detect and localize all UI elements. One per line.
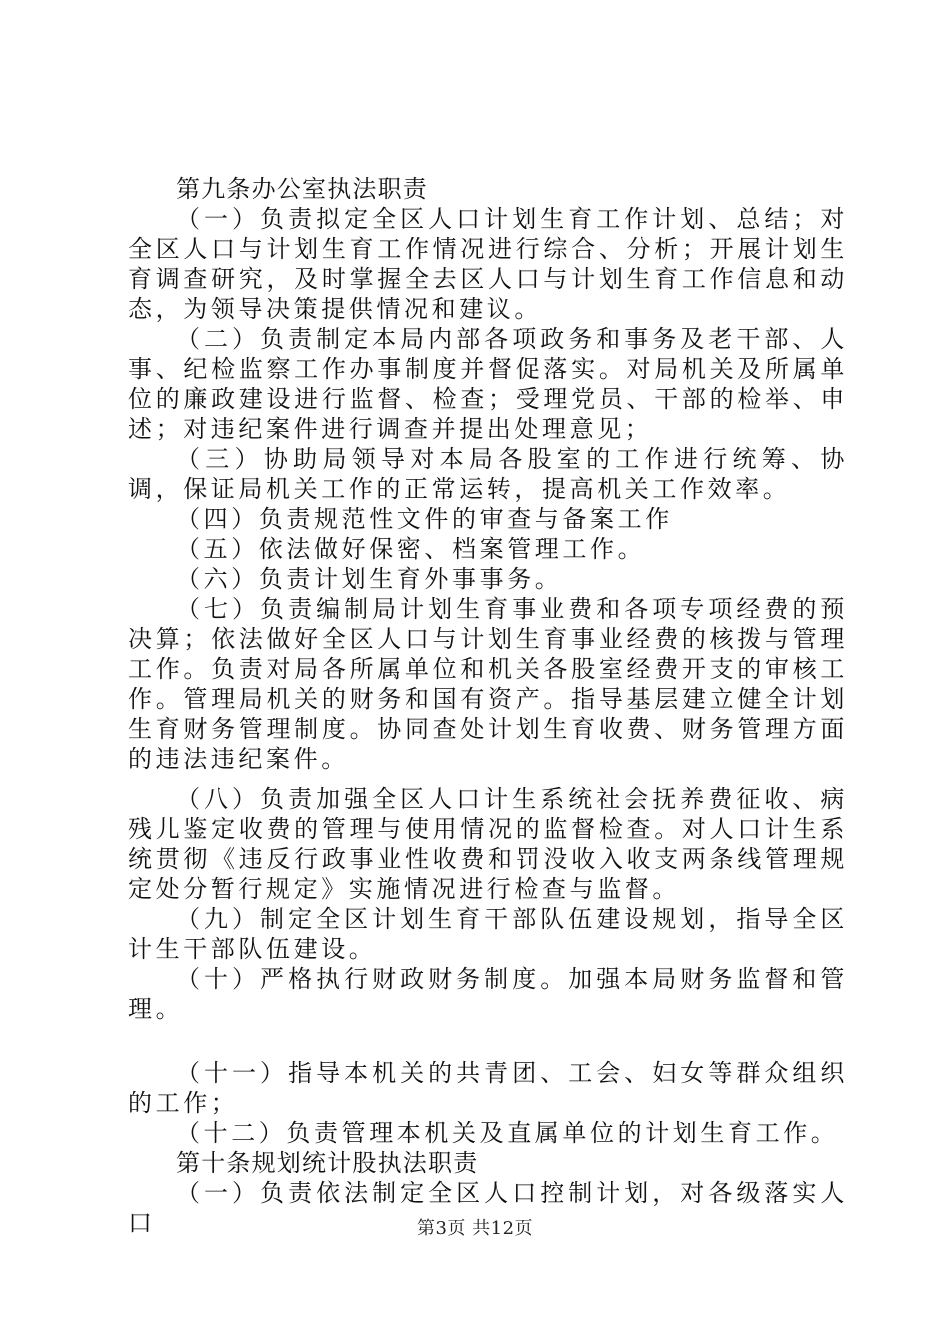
paragraph-item-9: （九）制定全区计划生育干部队伍建设规划，指导全区计生干部队伍建设。	[128, 905, 848, 963]
paragraph-item-5: （五）依法做好保密、档案管理工作。	[176, 535, 646, 563]
article-10-heading: 第十条规划统计股执法职责	[176, 1149, 479, 1177]
paragraph-item-7: （七）负责编制局计划生育事业费和各项专项经费的预决算；依法做好全区人口与计划生育事业经费的核拨与管理工作。负责对局各所属单位和机关各股室经费开支的审核工作。管理局机关的财务和国有资产。指导基层建立健全计划生育财务管理制度。协同查处计划生育收费、财务管理方面的违法违纪案件。	[128, 595, 848, 773]
paragraph-item-8: （八）负责加强全区人口计生系统社会抚养费征收、病残儿鉴定收费的管理与使用情况的监督检查。对人口计生系统贯彻《违反行政事业性收费和罚没收入收支两条线管理规定处分暂行规定》实施情况进行检查与监督。	[128, 785, 848, 903]
paragraph-item-6: （六）负责计划生育外事事务。	[176, 565, 563, 593]
paragraph-item-10: （十）严格执行财政财务制度。加强本局财务监督和管理。	[128, 965, 848, 1023]
paragraph-item-11: （十一）指导本机关的共青团、工会、妇女等群众组织的工作；	[128, 1059, 848, 1117]
paragraph-item-12: （十二）负责管理本机关及直属单位的计划生育工作。	[176, 1119, 839, 1147]
paragraph-item-2: （二）负责制定本局内部各项政务和事务及老干部、人事、纪检监察工作办事制度并督促落实。对局机关及所属单位的廉政建设进行监督、检查；受理党员、干部的检举、申述；对违纪案件进行调查并提出处理意见；	[128, 325, 848, 443]
paragraph-item-4: （四）负责规范性文件的审查与备案工作	[176, 505, 673, 533]
paragraph-article-10-item-1: （一）负责依法制定全区人口控制计划，对各级落实人口	[128, 1179, 848, 1237]
paragraph-item-1: （一）负责拟定全区人口计划生育工作计划、总结；对全区人口与计划生育工作情况进行综合、分析；开展计划生育调查研究，及时掌握全去区人口与计划生育工作信息和动态，为领导决策提供情况和建议。	[128, 205, 848, 323]
article-9-heading: 第九条办公室执法职责	[176, 175, 428, 203]
paragraph-item-3: （三）协助局领导对本局各股室的工作进行统筹、协调，保证局机关工作的正常运转，提高机关工作效率。	[128, 445, 848, 503]
page-number-footer: 第3页 共12页	[416, 1218, 534, 1239]
document-body	[128, 174, 848, 1238]
